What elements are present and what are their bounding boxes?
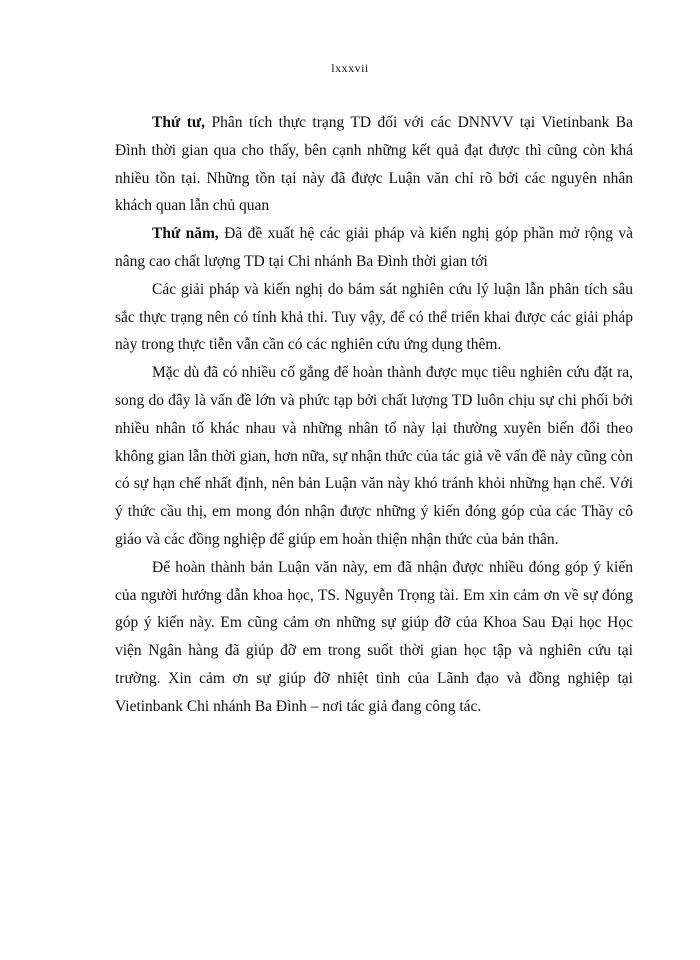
paragraph-text: Mặc dù đã có nhiều cố gắng để hoàn thành được mục tiêu nghiên cứu đặt ra, song do đây là vấn đề lớn và phức tạp bởi chất lượng TD luôn chịu sự chi phối bởi nhiều nhân tố khác nhau và những nhân tố này lại thường xuyên biến đổi theo không gian lẫn thời gian, hơn nữa, sự nhận thức của tác giả về vấn đề này cũng còn có sự hạn chế nhất định, nên bản Luận văn này khó tránh khỏi những hạn chế. Với ý thức cầu thị, em mong đón nhận được những ý kiến đóng góp của các Thầy cô giáo và các đồng nghiệp để giúp em hoàn thiện nhận thức của bản thân. [115,364,633,548]
page-number: lxxxvii [331,61,369,75]
paragraph-acknowledgements [115,554,633,721]
paragraph-limitations [115,359,633,554]
paragraph-thu-tu [115,109,633,220]
paragraph-lead: Thứ năm, [152,225,219,243]
paragraph-lead: Thứ tư, [152,114,206,131]
paragraph-feasibility [115,276,633,359]
paragraph-text: Phân tích thực trạng TD đối với các DNNVV tại Vietinbank Ba Đình thời gian qua cho thấy, bên cạnh những kết quả đạt được thì cũng còn khá nhiều tồn tại. Những tồn tại này đã được Luận văn chỉ rõ bởi các nguyên nhân khách quan lẫn chủ quan [115,114,633,215]
paragraph-text: Để hoàn thành bản Luận văn này, em đã nhận được nhiều đóng góp ý kiến của người hướng dẫn khoa học, TS. Nguyễn Trọng tài. Em xin cảm ơn về sự đóng góp ý kiến này. Em cũng cảm ơn những sự giúp đỡ của Khoa Sau Đại học Học viện Ngân hàng đã giúp đỡ em trong suốt thời gian học tập và nghiên cứu tại trường. Xin cảm ơn sự giúp đỡ nhiệt tình của Lãnh đạo và đồng nghiệp tại Vietinbank Chi nhánh Ba Đình – nơi tác giả đang công tác. [115,558,633,715]
paragraph-thu-nam [115,220,633,276]
document-body [115,109,633,721]
paragraph-text: Đã đề xuất hệ các giải pháp và kiến nghị góp phần mở rộng và nâng cao chất lượng TD tại Chi nhánh Ba Đình thời gian tới [115,225,633,270]
paragraph-text: Các giải pháp và kiến nghị do bám sát nghiên cứu lý luận lẫn phân tích sâu sắc thực trạng nên có tính khả thi. Tuy vậy, để có thể triển khai được các giải pháp này trong thực tiễn vẫn cần có các nghiên cứu ứng dụng thêm. [115,280,633,354]
